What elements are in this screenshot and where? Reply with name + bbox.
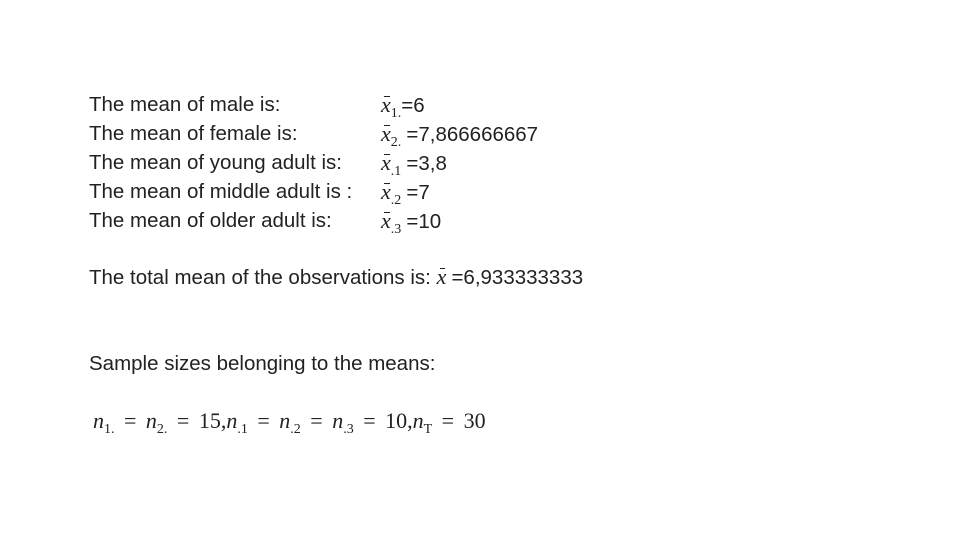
subscript: .1 bbox=[237, 422, 248, 437]
subscript: .1 bbox=[390, 164, 402, 179]
mean-value: =3,8 bbox=[406, 152, 447, 175]
equals-sign: = bbox=[441, 408, 455, 433]
n-symbol: n bbox=[279, 408, 291, 433]
subscript: .2 bbox=[390, 193, 402, 208]
mean-label: The mean of young adult is: bbox=[89, 151, 342, 174]
subscript: 2. bbox=[390, 135, 402, 150]
mean-label: The mean of middle adult is : bbox=[89, 180, 353, 203]
subscript: .3 bbox=[343, 422, 354, 437]
value-30: 30 bbox=[463, 408, 486, 433]
value-15: 15, bbox=[198, 408, 227, 433]
value-10: 10, bbox=[385, 408, 413, 433]
mean-label: The mean of older adult is: bbox=[89, 209, 332, 232]
n-symbol: n bbox=[226, 408, 238, 433]
n-symbol: n bbox=[93, 408, 104, 433]
x-bar-symbol: x bbox=[381, 121, 391, 146]
total-mean-value: =6,933333333 bbox=[451, 266, 584, 289]
mean-value: =7,866666667 bbox=[406, 123, 539, 146]
x-bar-symbol: x bbox=[381, 208, 391, 233]
n-symbol: n bbox=[332, 408, 344, 433]
equals-sign: = bbox=[257, 408, 270, 433]
equals-sign: = bbox=[124, 408, 137, 433]
mean-label: The mean of female is: bbox=[89, 122, 298, 145]
x-bar-symbol: x bbox=[436, 264, 447, 289]
subscript: .2 bbox=[290, 422, 301, 437]
subscript: T bbox=[423, 422, 433, 437]
x-bar-symbol: x bbox=[381, 179, 391, 204]
total-mean-expression bbox=[436, 264, 584, 289]
x-bar-symbol: x bbox=[381, 92, 391, 117]
subscript: 1. bbox=[390, 106, 402, 121]
x-bar-symbol: x bbox=[381, 150, 391, 175]
sample-sizes-heading: Sample sizes belonging to the means: bbox=[89, 352, 436, 375]
mean-value: =10 bbox=[406, 210, 442, 233]
mean-label: The mean of male is: bbox=[89, 93, 281, 116]
n-symbol: n bbox=[412, 408, 424, 433]
mean-expression bbox=[381, 206, 441, 239]
subscript: .3 bbox=[390, 222, 402, 237]
equals-sign: = bbox=[310, 408, 323, 433]
subscript: 2. bbox=[156, 422, 168, 437]
n-symbol: n bbox=[145, 408, 157, 433]
total-mean-label: The total mean of the observations is: bbox=[89, 266, 431, 289]
total-mean-row bbox=[89, 262, 583, 293]
equals-sign: = bbox=[363, 408, 376, 433]
sample-sizes-formula bbox=[93, 406, 486, 440]
mean-value: =6 bbox=[401, 94, 425, 117]
subscript: 1. bbox=[104, 422, 115, 437]
mean-value: =7 bbox=[406, 181, 430, 204]
equals-sign: = bbox=[176, 408, 190, 433]
